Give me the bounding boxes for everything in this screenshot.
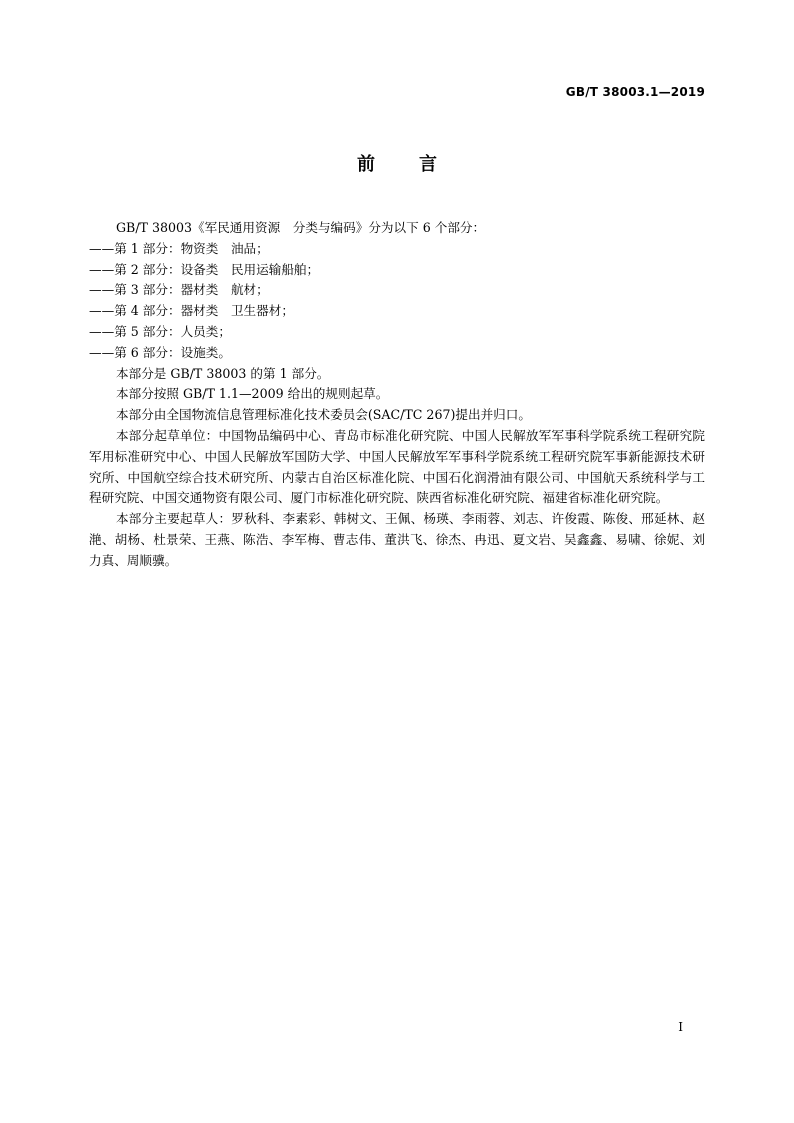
paragraph: 本部分按照 GB/T 1.1—2009 给出的规则起草。 [116, 386, 389, 402]
page-title: 前言 [357, 154, 481, 175]
list-item: ——第 6 部分：设施类。 [89, 344, 231, 360]
paragraph: 本部分由全国物流信息管理标准化技术委员会(SAC/TC 267)提出并归口。 [116, 407, 531, 423]
list-item: ——第 4 部分：器材类 卫生器材； [89, 303, 294, 319]
intro-paragraph: GB/T 38003《军民通用资源 分类与编码》分为以下 6 个部分： [116, 220, 486, 235]
standard-code: GB/T 38003.1—2019 [565, 85, 705, 99]
list-item: ——第 5 部分：人员类； [89, 323, 231, 339]
list-item: ——第 1 部分：物资类 油品； [89, 240, 269, 256]
paragraph: 本部分是 GB/T 38003 的第 1 部分。 [116, 365, 330, 381]
list-item: ——第 2 部分：设备类 民用运输船舶； [89, 261, 320, 277]
drafters-paragraph: 本部分主要起草人：罗秋科、李素彩、韩树文、王佩、杨瑛、李雨蓉、刘志、许俊霞、陈俊、邢延林、赵滟、胡杨、杜景荣、王燕、陈浩、李军梅、曹志伟、董洪飞、徐杰、冉迅、夏文岩、吴鑫鑫、易啸、徐妮、刘力真、周顺骥。 [89, 511, 705, 568]
drafting-units-paragraph: 本部分起草单位：中国物品编码中心、青岛市标准化研究院、中国人民解放军军事科学院系统工程研究院军用标准研究中心、中国人民解放军国防大学、中国人民解放军军事科学院系统工程研究院军事新能源技术研究所、中国航空综合技术研究所、内蒙古自治区标准化院、中国石化润滑油有限公司、中国航天系统科学与工程研究院、中国交通物资有限公司、厦门市标准化研究院、陕西省标准化研究院、福建省标准化研究院。 [89, 427, 705, 506]
page-number: I [678, 1020, 683, 1034]
list-item: ——第 3 部分：器材类 航材； [89, 282, 269, 298]
foreword-body [89, 218, 705, 572]
